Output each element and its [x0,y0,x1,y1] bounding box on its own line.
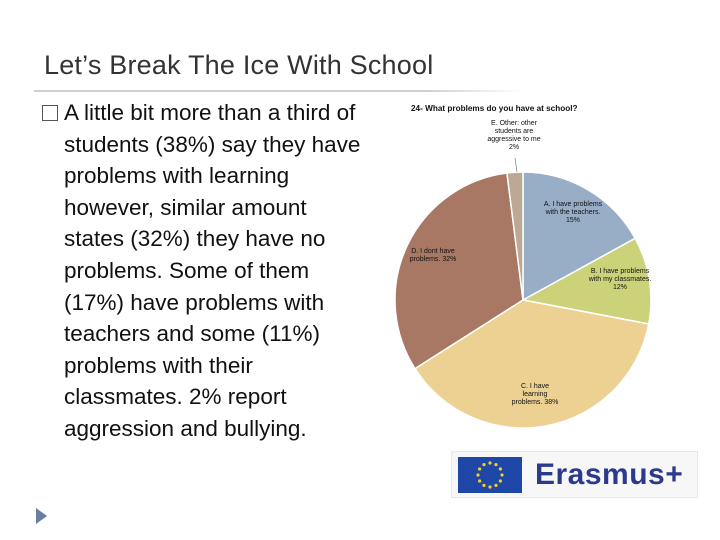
flag-star-icon [499,467,502,470]
flag-star-icon [488,461,491,464]
slide-title: Let’s Break The Ice With School [44,50,434,80]
pie-label-e: E. Other: other students are aggressive to me 2% [487,120,541,151]
pie-label-b: B. I have problems with my classmates. 12% [588,268,652,291]
leader-line-e [515,158,517,172]
flag-star-icon [476,473,479,476]
pie-label-c: C. I have learning problems. 38% [511,383,559,406]
flag-star-icon [482,463,485,466]
flag-star-icon [482,484,485,487]
flag-star-icon [488,485,491,488]
flag-star-icon [499,479,502,482]
flag-star-icon [478,479,481,482]
flag-star-icon [494,463,497,466]
pie-label-d: D. I dont have problems. 32% [409,248,457,263]
flag-star-icon [478,467,481,470]
eu-flag-icon [458,457,522,493]
erasmus-logo [451,451,698,498]
pie-label-a: A. I have problems with the teachers. 15% [543,201,603,224]
erasmus-logo-text: Erasmus+ [535,458,684,491]
flag-star-icon [494,484,497,487]
body-paragraph: A little bit more than a third of students (38%) say they have problems with learning however, similar amount states (32%) they have no problems. Some of them (17%) have problems with teachers and some (11%) problems with their classmates. 2% report aggression and bullying. [64,100,361,441]
chart-title: 24- What problems do you have at school? [411,104,578,113]
flag-star-icon [500,473,503,476]
